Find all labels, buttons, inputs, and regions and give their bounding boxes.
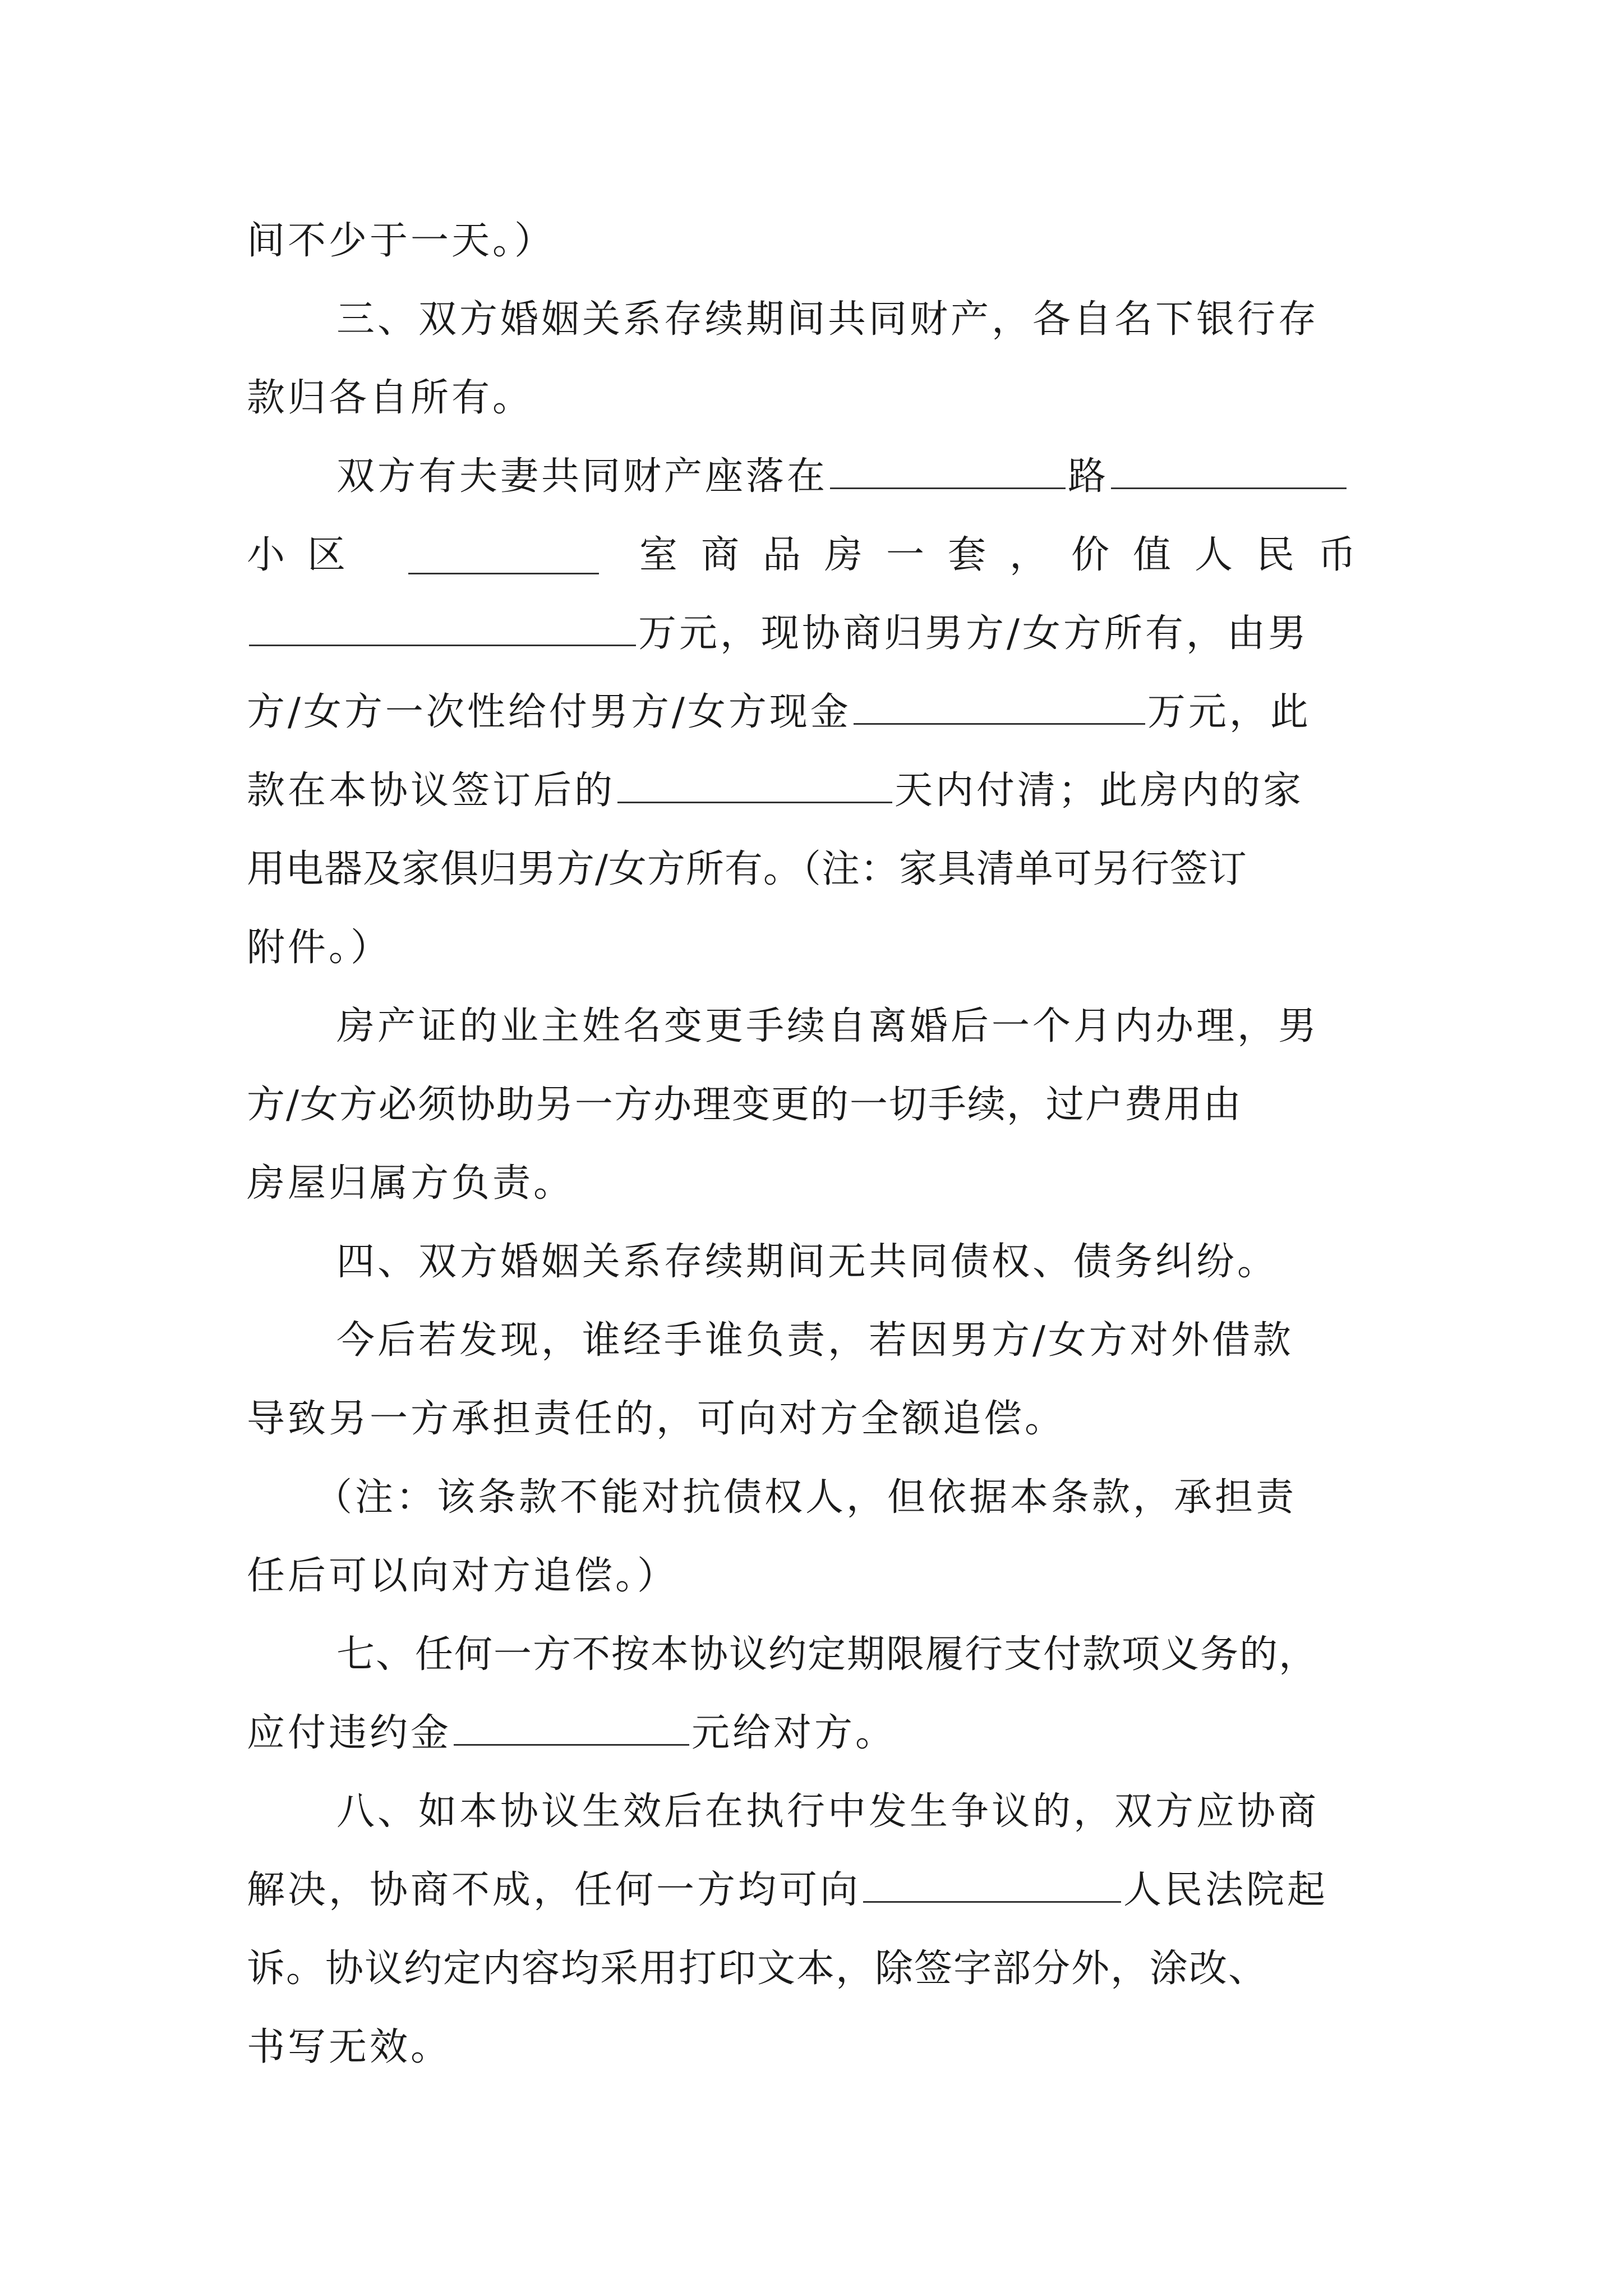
text-segment: 应付违约金 — [247, 1711, 452, 1755]
text-segment: 天内付清；此房内的家 — [895, 769, 1304, 813]
text-segment: 人民法院起 — [1123, 1868, 1329, 1912]
fill-blank — [863, 1865, 1121, 1903]
text-segment: 方/女方必须协助另一方办理变更的一切手续，过户费用由 — [247, 1083, 1242, 1127]
fill-blank — [1111, 452, 1347, 489]
text-segment: 元给对方。 — [691, 1711, 897, 1755]
text-line — [247, 2008, 1380, 2087]
fill-blank — [830, 452, 1066, 489]
text-segment: 解决，协商不成，任何一方均可向 — [247, 1868, 861, 1912]
fill-blank — [854, 687, 1145, 725]
text-segment: 书写无效。 — [247, 2025, 452, 2069]
text-segment: 八、如本协议生效后在执行中发生争议的，双方应协商 — [336, 1789, 1320, 1834]
text-line — [336, 1223, 1380, 1301]
fill-blank — [249, 609, 636, 646]
text-segment: 款在本协议签订后的 — [247, 769, 616, 813]
text-segment: 附件。） — [247, 926, 392, 970]
fill-blank — [617, 766, 892, 803]
text-line — [247, 1380, 1380, 1458]
text-segment: 万元，此 — [1147, 690, 1311, 734]
text-line — [336, 280, 1380, 359]
text-line — [247, 1851, 1380, 1930]
text-segment: （注：该条款不能对抗债权人，但依据本条款，承担责 — [314, 1475, 1297, 1520]
text-segment: 今后若发现，谁经手谁负责，若因男方/女方对外借款 — [336, 1318, 1294, 1363]
fill-blank — [454, 1708, 689, 1746]
text-line — [247, 595, 1380, 673]
text-line — [336, 1616, 1380, 1694]
text-line — [247, 1694, 1380, 1773]
text-segment: 间不少于一天。） — [247, 219, 556, 263]
text-line — [247, 202, 1380, 280]
text-segment: 路 — [1068, 454, 1109, 499]
text-segment: 方/女方一次性给付男方/女方现金 — [247, 690, 851, 734]
text-segment: 任后可以向对方追偿。） — [247, 1554, 679, 1598]
text-segment: 小区 — [247, 533, 368, 577]
text-line — [336, 438, 1380, 516]
text-line — [314, 1458, 1380, 1537]
text-segment: 导致另一方承担责任的，可向对方全额追偿。 — [247, 1397, 1066, 1441]
text-line — [336, 987, 1380, 1066]
text-line — [247, 1930, 1380, 2008]
text-segment: 室商品房一套，价值人民币 — [639, 533, 1380, 577]
text-line — [247, 673, 1380, 752]
text-line — [247, 1144, 1380, 1223]
text-line — [247, 909, 1380, 987]
text-line — [247, 752, 1380, 830]
text-segment: 款归各自所有。 — [247, 376, 534, 420]
fill-blank — [408, 537, 599, 574]
text-segment: 七、任何一方不按本协议约定期限履行支付款项义务的， — [336, 1632, 1318, 1677]
text-segment: 双方有夫妻共同财产座落在 — [336, 454, 828, 499]
text-segment: 万元，现协商归男方/女方所有，由男 — [638, 611, 1309, 656]
text-line — [247, 1537, 1380, 1616]
text-segment: 房屋归属方负责。 — [247, 1161, 575, 1205]
text-line — [336, 1773, 1380, 1851]
text-line — [247, 830, 1380, 909]
text-line — [336, 1301, 1380, 1380]
text-segment: 诉。协议约定内容均采用打印文本，除签字部分外，涂改、 — [247, 1947, 1268, 1991]
text-line — [247, 1066, 1380, 1144]
text-line — [247, 516, 1380, 595]
text-segment: 三、双方婚姻关系存续期间共同财产，各自名下银行存 — [336, 297, 1320, 342]
text-line — [247, 359, 1380, 438]
text-segment: 用电器及家俱归男方/女方所有。（注：家具清单可另行签订 — [247, 847, 1247, 891]
text-segment: 四、双方婚姻关系存续期间无共同债权、债务纠纷。 — [336, 1240, 1279, 1284]
text-segment: 房产证的业主姓名变更手续自离婚后一个月内办理，男 — [336, 1004, 1320, 1048]
